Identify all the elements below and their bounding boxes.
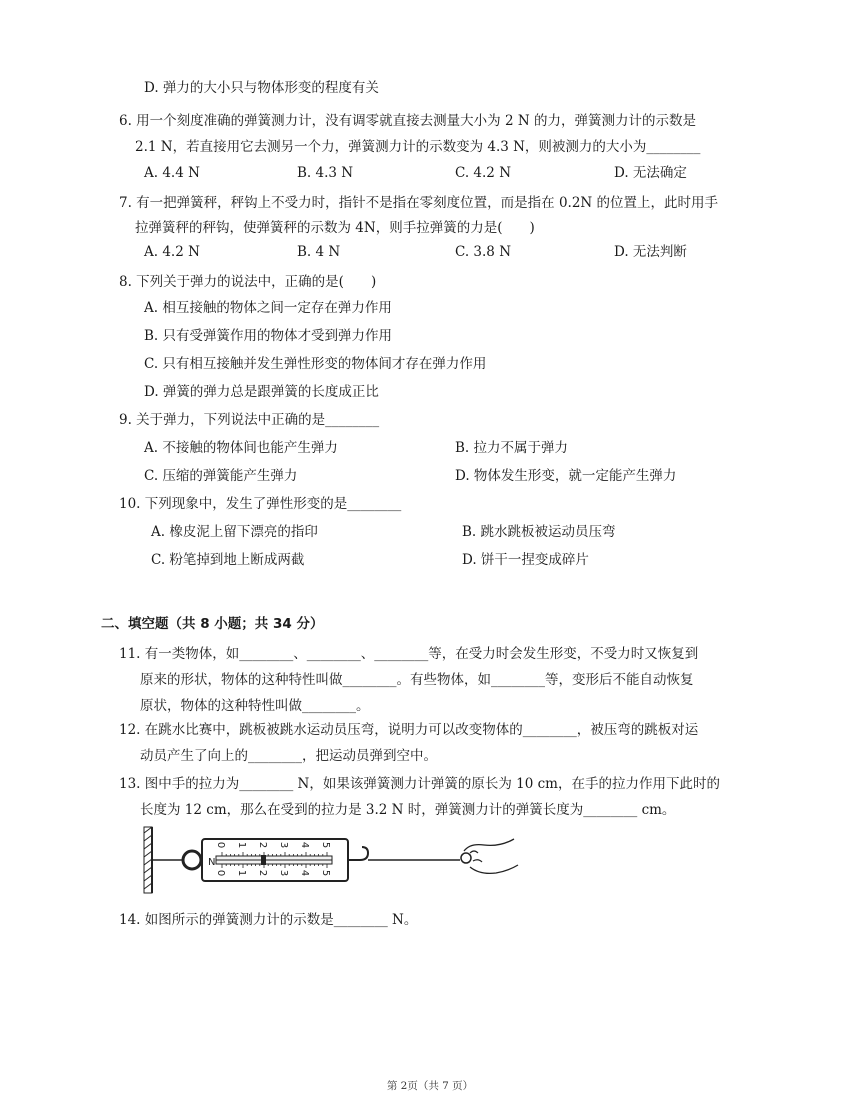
- wall: [144, 827, 152, 893]
- question-10-option-d: D. 饼干一捏变成碎片: [462, 552, 589, 568]
- hand-icon: [461, 839, 518, 873]
- scale-label: 1: [236, 869, 247, 877]
- question-8-option-d: D. 弹簧的弹力总是跟弹簧的长度成正比: [144, 384, 379, 400]
- question-9-stem: 9. 关于弹力，下列说法中正确的是________: [119, 412, 380, 428]
- question-6-option-b: B. 4.3 N: [297, 165, 354, 181]
- question-13-line-1: 13. 图中手的拉力为________ N，如果该弹簧测力计弹簧的原长为 10 cm，在手的拉力作用下此时的: [119, 776, 720, 792]
- scale-unit-label: N: [208, 857, 216, 868]
- question-7-option-a: A. 4.2 N: [144, 244, 200, 260]
- question-11-line-1: 11. 有一类物体，如________、________、________等，在受力时会发生形变，不受力时又恢复到: [119, 646, 699, 662]
- scale-label: 0: [215, 841, 226, 849]
- question-11-line-2: 原来的形状，物体的这种特性叫做________。有些物体，如________等，变形后不能自动恢复: [140, 672, 694, 688]
- question-8-option-c: C. 只有相互接触并发生弹性形变的物体间才存在弹力作用: [144, 356, 487, 372]
- question-8-option-a: A. 相互接触的物体之间一定存在弹力作用: [144, 300, 392, 316]
- question-10-option-a: A. 橡皮泥上留下漂亮的指印: [151, 524, 318, 540]
- question-6-option-a: A. 4.4 N: [144, 165, 200, 181]
- scale-label: 4: [299, 841, 310, 849]
- question-9-option-c: C. 压缩的弹簧能产生弹力: [144, 468, 298, 484]
- scale-label: 0: [215, 869, 226, 877]
- question-7-option-c: C. 3.8 N: [455, 244, 512, 260]
- scale-label: 3: [278, 841, 289, 849]
- question-8-stem: 8. 下列关于弹力的说法中，正确的是( ): [119, 274, 377, 290]
- question-6-option-d: D. 无法确定: [614, 165, 687, 181]
- page-footer: 第 2页（共 7 页）: [386, 1080, 474, 1092]
- scale-label: 4: [299, 869, 310, 877]
- question-7-option-b: B. 4 N: [297, 244, 341, 260]
- section-title-fill-in: 二、填空题（共 8 小题；共 34 分）: [101, 616, 324, 632]
- question-9-option-a: A. 不接触的物体间也能产生弹力: [144, 440, 338, 456]
- pointer: [261, 855, 266, 865]
- question-6-stem-line-2: 2.1 N，若直接用它去测另一个力，弹簧测力计的示数变为 4.3 N，则被测力的大小为________: [135, 139, 701, 155]
- scale-label: 1: [236, 841, 247, 849]
- question-7-option-d: D. 无法判断: [614, 244, 687, 260]
- question-13-line-2: 长度为 12 cm，那么在受到的拉力是 3.2 N 时，弹簧测力计的弹簧长度为________ cm。: [140, 802, 676, 818]
- scale-label: 2: [257, 841, 268, 849]
- scale-label: 2: [257, 869, 268, 877]
- question-6-stem-line-1: 6. 用一个刻度准确的弹簧测力计，没有调零就直接去测量大小为 2 N 的力，弹簧测力计的示数是: [119, 113, 696, 129]
- question-7-stem-line-1: 7. 有一把弹簧秤，秤钩上不受力时，指针不是指在零刻度位置，而是指在 0.2N 的位置上，此时用手: [119, 195, 719, 211]
- question-12-line-2: 动员产生了向上的________，把运动员弹到空中。: [140, 748, 437, 764]
- question-9-option-b: B. 拉力不属于弹力: [455, 440, 569, 456]
- question-10-option-b: B. 跳水跳板被运动员压弯: [462, 524, 616, 540]
- question-10-stem: 10. 下列现象中，发生了弹性形变的是________: [119, 496, 402, 512]
- scale-label: 5: [320, 869, 331, 877]
- question-12-line-1: 12. 在跳水比赛中，跳板被跳水运动员压弯，说明力可以改变物体的________，被压弯的跳板对运: [119, 722, 699, 738]
- ring: [183, 851, 201, 869]
- question-11-line-3: 原状，物体的这种特性叫做________。: [140, 698, 370, 714]
- spring-scale-figure: [140, 825, 530, 901]
- question-8-option-b: B. 只有受弹簧作用的物体才受到弹力作用: [144, 328, 393, 344]
- question-10-option-c: C. 粉笔掉到地上断成两截: [151, 552, 305, 568]
- hook: [348, 847, 368, 860]
- scale-label: 3: [278, 869, 289, 877]
- scale-label: 5: [320, 841, 331, 849]
- question-5-option-d: D. 弹力的大小只与物体形变的程度有关: [144, 80, 379, 96]
- question-7-stem-line-2: 拉弹簧秤的秤钩，使弹簧秤的示数为 4N，则手拉弹簧的力是( ): [135, 220, 535, 236]
- question-14-stem: 14. 如图所示的弹簧测力计的示数是________ N。: [119, 912, 418, 928]
- question-6-option-c: C. 4.2 N: [455, 165, 512, 181]
- question-9-option-d: D. 物体发生形变，就一定能产生弹力: [455, 468, 677, 484]
